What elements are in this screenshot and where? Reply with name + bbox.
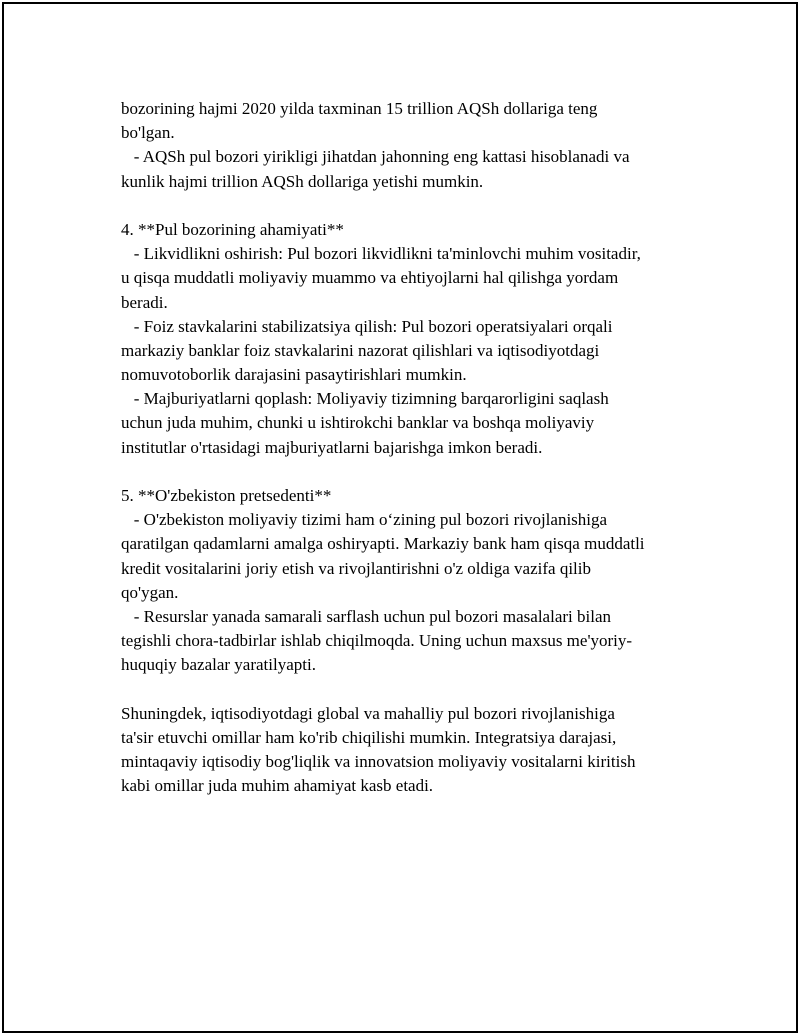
document-body — [121, 97, 701, 798]
text-line: markaziy banklar foiz stavkalarini nazorat qilishlari va iqtisodiyotdagi — [121, 340, 600, 360]
page-frame — [2, 2, 798, 1033]
text-line: institutlar o'rtasidagi majburiyatlarni bajarishga imkon beradi. — [121, 437, 543, 457]
text-line: nomuvotoborlik darajasini pasaytirishlari mumkin. — [121, 365, 467, 385]
text-line: u qisqa muddatli moliyaviy muammo va ehtiyojlarni hal qilishga yordam — [121, 268, 619, 288]
text-line: - Majburiyatlarni qoplash: Moliyaviy tizimning barqarorligini saqlash — [121, 389, 609, 409]
text-line: huquqiy bazalar yaratilyapti. — [121, 655, 316, 675]
blank-line — [121, 678, 701, 702]
text-line: bozorining hajmi 2020 yilda taxminan 15 trillion AQSh dollariga teng — [121, 99, 598, 118]
blank-line — [121, 460, 701, 484]
text-line: - O'zbekiston moliyaviy tizimi ham o‘zining pul bozori rivojlanishiga — [121, 510, 608, 530]
text-line: ta'sir etuvchi omillar ham ko'rib chiqilishi mumkin. Integratsiya darajasi, — [121, 727, 617, 747]
text-line: beradi. — [121, 292, 168, 312]
text-line: mintaqaviy iqtisodiy bog'liqlik va innovatsion moliyaviy vositalarni kiritish — [121, 752, 636, 772]
text-line: Shuningdek, iqtisodiyotdagi global va mahalliy pul bozori rivojlanishiga — [121, 703, 615, 723]
text-line: uchun juda muhim, chunki u ishtirokchi banklar va boshqa moliyaviy — [121, 413, 595, 433]
text-line: kunlik hajmi trillion AQSh dollariga yetishi mumkin. — [121, 171, 484, 191]
text-line: - AQSh pul bozori yirikligi jihatdan jahonning eng kattasi hisoblanadi va — [121, 147, 630, 167]
text-line: - Resurslar yanada samarali sarflash uchun pul bozori masalalari bilan — [121, 606, 611, 626]
text-line: tegishli chora-tadbirlar ishlab chiqilmoqda. Uning uchun maxsus me'yoriy- — [121, 631, 633, 651]
text-line: qo'ygan. — [121, 582, 179, 602]
section-heading: 5. **O'zbekiston pretsedenti** — [121, 486, 332, 505]
text-line: bo'lgan. — [121, 123, 175, 143]
text-line: - Foiz stavkalarini stabilizatsiya qilish: Pul bozori operatsiyalari orqali — [121, 316, 613, 336]
text-line: kredit vositalarini joriy etish va rivojlantirishni o'z oldiga vazifa qilib — [121, 558, 591, 578]
text-line: qaratilgan qadamlarni amalga oshiryapti. Markaziy bank ham qisqa muddatli — [121, 534, 645, 554]
section-heading: 4. **Pul bozorining ahamiyati** — [121, 219, 344, 239]
text-line: kabi omillar juda muhim ahamiyat kasb etadi. — [121, 776, 434, 796]
text-line: - Likvidlikni oshirish: Pul bozori likvidlikni ta'minlovchi muhim vositadir, — [121, 244, 641, 264]
blank-line — [121, 194, 701, 218]
